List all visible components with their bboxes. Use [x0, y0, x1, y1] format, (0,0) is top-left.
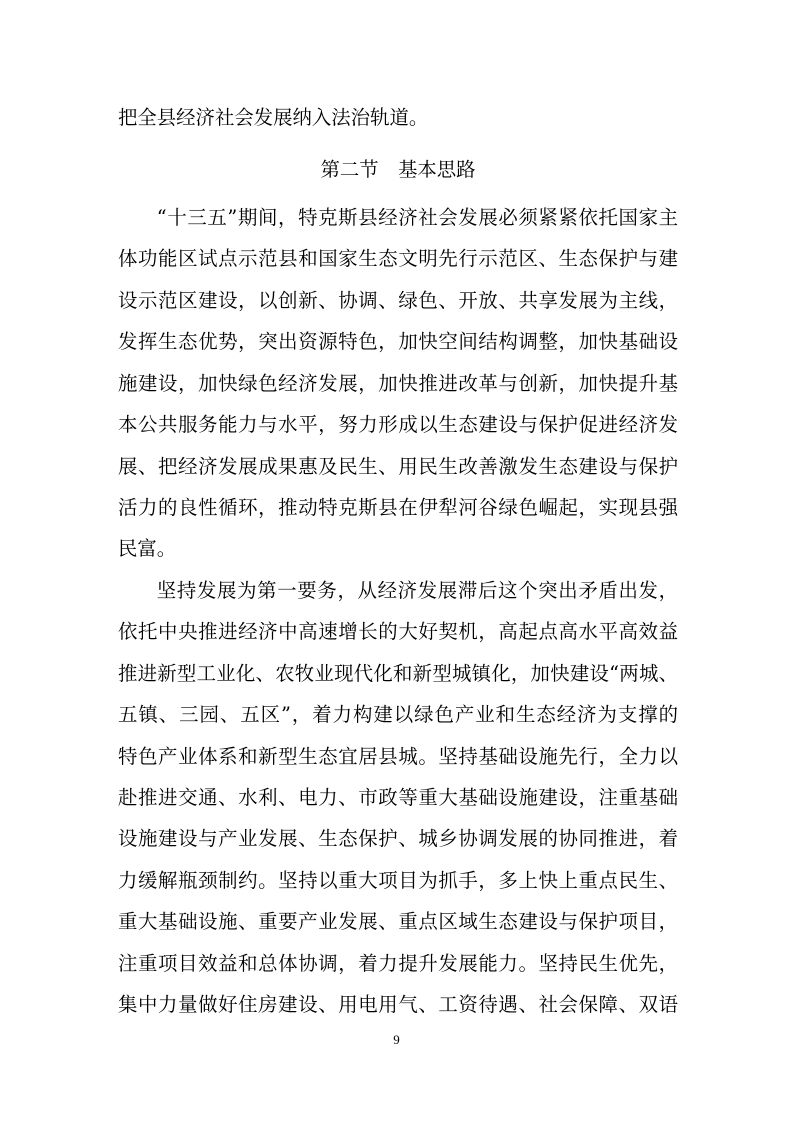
- paragraph-line: 坚持发展为第一要务，从经济发展滞后这个突出矛盾出发，: [156, 579, 678, 602]
- paragraph-line: 赴推进交通、水利、电力、市政等重大基础设施建设，注重基础: [118, 786, 678, 809]
- paragraph-line: “十三五”期间，特克斯县经济社会发展必须紧紧依托国家主: [156, 206, 678, 229]
- paragraph-line: 活力的良性循环，推动特克斯县在伊犁河谷绿色崛起，实现县强: [118, 496, 678, 519]
- paragraph-line: 推进新型工业化、农牧业现代化和新型城镇化，加快建设“两城、: [118, 662, 678, 685]
- paragraph-line: 设示范区建设，以创新、协调、绿色、开放、共享发展为主线，: [118, 289, 678, 312]
- paragraph-line: 展、把经济发展成果惠及民生、用民生改善激发生态建设与保护: [118, 455, 678, 478]
- paragraph-line: 重大基础设施、重要产业发展、重点区域生态建设与保护项目，: [118, 910, 678, 933]
- page-number: 9: [393, 1032, 400, 1047]
- paragraph-line: 体功能区试点示范县和国家生态文明先行示范区、生态保护与建: [118, 247, 678, 270]
- paragraph-line: 注重项目效益和总体协调，着力提升发展能力。坚持民生优先，: [118, 952, 678, 975]
- paragraph-line: 发挥生态优势，突出资源特色，加快空间结构调整，加快基础设: [118, 330, 678, 353]
- paragraph-line: 特色产业体系和新型生态宜居县城。坚持基础设施先行，全力以: [118, 745, 678, 768]
- paragraph-line: 民富。: [118, 537, 177, 560]
- paragraph-line: 力缓解瓶颈制约。坚持以重大项目为抓手，多上快上重点民生、: [118, 869, 678, 892]
- paragraph-line: 依托中央推进经济中高速增长的大好契机，高起点高水平高效益: [118, 620, 678, 643]
- paragraph-line: 把全县经济社会发展纳入法治轨道。: [118, 106, 429, 129]
- paragraph-line: 集中力量做好住房建设、用电用气、工资待遇、社会保障、双语: [118, 993, 678, 1016]
- paragraph-line: 设施建设与产业发展、生态保护、城乡协调发展的协同推进，着: [118, 827, 678, 850]
- paragraph-line: 五镇、三园、五区”，着力构建以绿色产业和生态经济为支撑的: [118, 703, 678, 726]
- paragraph-line: 本公共服务能力与水平，努力形成以生态建设与保护促进经济发: [118, 413, 678, 436]
- paragraph-line: 施建设，加快绿色经济发展，加快推进改革与创新，加快提升基: [118, 372, 678, 395]
- section-heading: 第二节 基本思路: [320, 158, 476, 181]
